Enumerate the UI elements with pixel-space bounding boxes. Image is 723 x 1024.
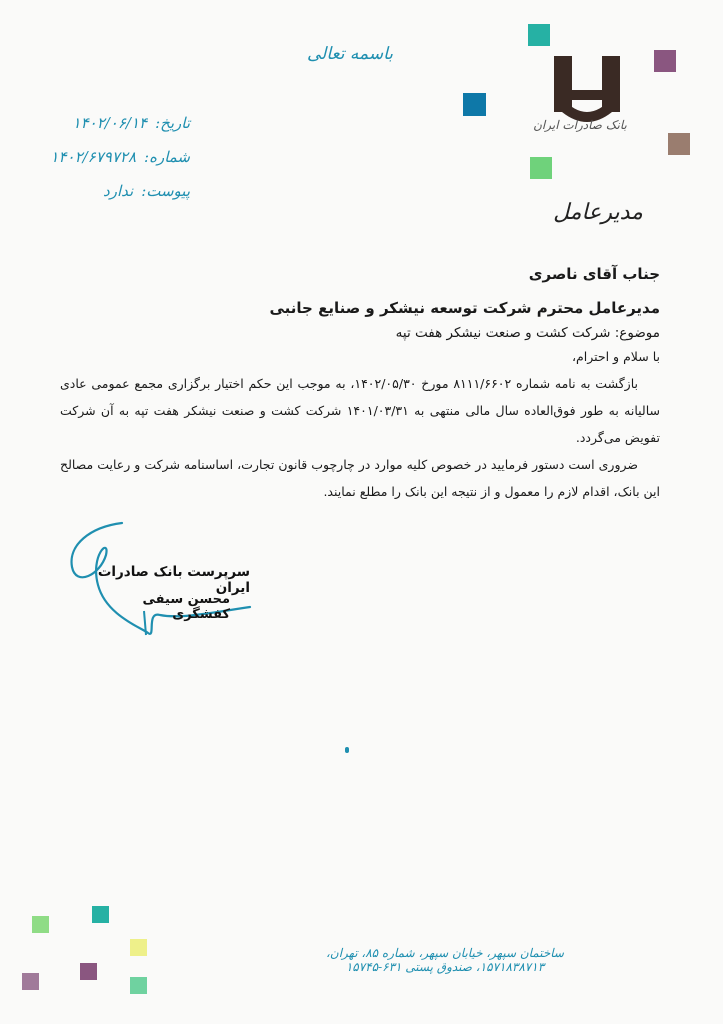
decor-square-mint-bottom bbox=[130, 977, 147, 994]
decor-square-plum-bottom bbox=[80, 963, 97, 980]
addressee: جناب آقای ناصری bbox=[528, 265, 660, 283]
decor-square-teal bbox=[528, 24, 550, 46]
letter-meta bbox=[30, 106, 190, 208]
ceo-handwritten-note: مدیرعامل bbox=[553, 200, 643, 225]
subject-line: موضوع: شرکت کشت و صنعت نیشکر هفت تپه bbox=[395, 325, 660, 341]
decor-square-green-bottom bbox=[32, 916, 49, 933]
decor-square-mauve-bottom bbox=[22, 973, 39, 990]
date-label: تاریخ: bbox=[155, 114, 190, 132]
greeting: با سلام و احترام، bbox=[571, 349, 660, 364]
signatory-title: سرپرست بانک صادرات ایران bbox=[97, 564, 250, 596]
basmala: باسمه تعالی bbox=[307, 44, 393, 64]
paragraph-1: بازگشت به نامه شماره ۸۱۱۱/۶۶۰۲ مورخ ۱۴۰۲/۰۵/۳۰، به موجب این حکم اختیار برگزاری مجمع عمومی عادی سالیانه به طور فوق‌العاده سال مالی منتهی به ۱۴۰۱/۰۳/۳۱ شرکت کشت و صنعت نیشکر هفت تپه به آن شرکت تفویض می‌گردد. bbox=[60, 376, 660, 445]
bank-name: بانک صادرات ایران bbox=[533, 118, 627, 132]
decor-square-plum bbox=[654, 50, 676, 72]
attachment-row bbox=[30, 174, 190, 208]
signatory-name: محسن سیفی کفشگری bbox=[142, 592, 230, 622]
number-row bbox=[30, 140, 190, 174]
date-value: ۱۴۰۲/۰۶/۱۴ bbox=[72, 114, 148, 132]
paragraph-2: ضروری است دستور فرمایید در خصوص کلیه موارد در چارچوب قانون تجارت، اساسنامه شرکت و رعایت مصالح این بانک، اقدام لازم را معمول و از نتیجه این بانک را مطلع نمایند. bbox=[60, 457, 660, 499]
letter-body bbox=[60, 265, 660, 505]
decor-square-taupe bbox=[668, 133, 690, 155]
addressee-title: مدیرعامل محترم شرکت توسعه نیشکر و صنایع جانبی bbox=[269, 299, 660, 317]
footer-address: ساختمان سپهر، خیابان سپهر، شماره ۸۵، تهران، ۱۵۷۱۸۳۸۷۱۳، صندوق پستی ۶۳۱-۱۵۷۴۵ bbox=[326, 946, 564, 974]
attachment-label: پیوست: bbox=[141, 182, 190, 200]
attachment-value: ندارد bbox=[103, 182, 134, 200]
decor-square-green bbox=[530, 157, 552, 179]
number-label: شماره: bbox=[144, 148, 190, 166]
ink-mark bbox=[345, 747, 349, 753]
date-row bbox=[30, 106, 190, 140]
decor-square-yellow-bottom bbox=[130, 939, 147, 956]
number-value: ۱۴۰۲/۶۷۹۷۲۸ bbox=[50, 148, 137, 166]
decor-square-teal-bottom bbox=[92, 906, 109, 923]
decor-square-blue bbox=[463, 93, 486, 116]
